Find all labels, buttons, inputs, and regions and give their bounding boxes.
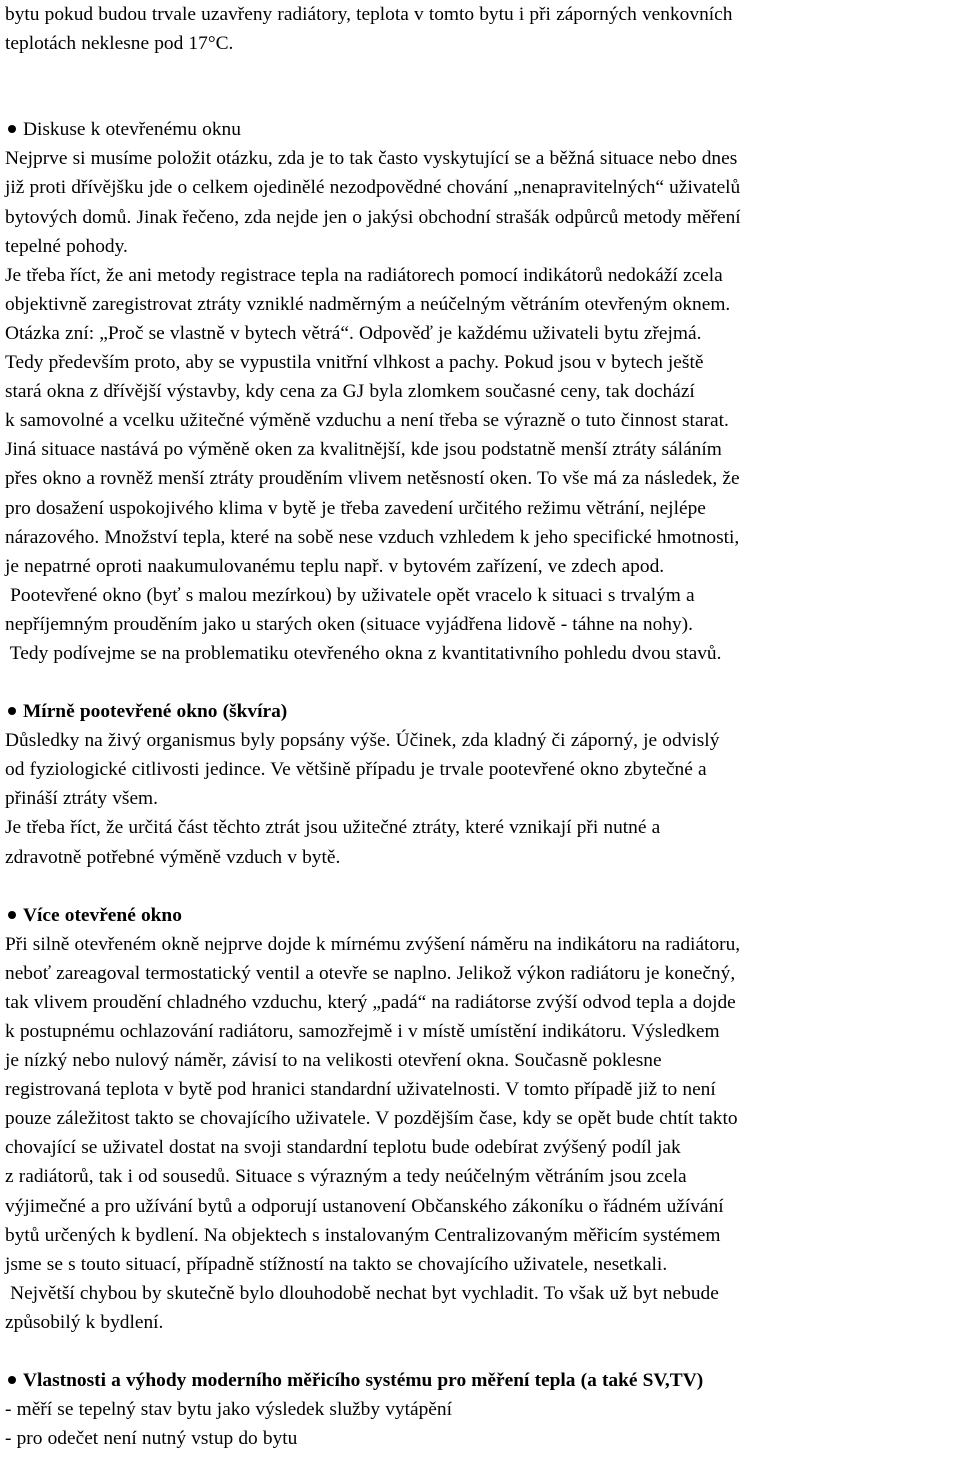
text-line: Tedy podívejme se na problematiku otevřeného okna z kvantitativního pohledu dvou stavů. [5,642,722,664]
text-line: pro dosažení uspokojivého klima v bytě je třeba zavedení určitého režimu větrání, nejlépe [5,497,706,519]
section-heading-text: Vlastnosti a výhody moderního měřicího systému pro měření tepla (a také SV,TV) [23,1370,704,1392]
text-line: nepříjemným prouděním jako u starých oken (situace vyjádřena lidově - táhne na nohy). [5,613,693,635]
section-body [5,726,954,871]
text-line: od fyziologické citlivosti jedince. Ve většině případu je trvale pootevřené okno zbytečné a [5,759,707,781]
section-open-window-discussion [5,115,954,668]
text-line: Tedy především proto, aby se vypustila vnitřní vlhkost a pachy. Pokud jsou v bytech ještě [5,352,704,374]
bullet-icon [8,1376,16,1384]
text-line: Otázka zní: „Proč se vlastně v bytech větrá“. Odpověď je každému uživateli bytu zřejmá. [5,322,702,344]
text-line: bytů určených k bydlení. Na objektech s instalovaným Centralizovaným měřicím systémem [5,1224,721,1246]
text-line: bytu pokud budou trvale uzavřeny radiátory, teplota v tomto bytu i při záporných venkovních [5,4,733,25]
text-line: přes okno a rovněž menší ztráty prouděním vlivem netěsností oken. To vše má za následek, že [5,468,740,490]
section-heading [5,901,954,930]
section-body [5,930,954,1337]
text-line: jsme se s touto situací, případně stížností na takto se chovajícího uživatele, nesetkali. [5,1253,668,1275]
text-line: nárazového. Množství tepla, které na sobě nese vzduch vzhledem k jeho specifické hmotnosti, [5,526,740,548]
text-line: tepelné pohody. [5,235,128,257]
text-line: Důsledky na živý organismus byly popsány výše. Účinek, zda kladný či záporný, je odvislý [5,730,720,752]
text-line: k samovolné a vcelku užitečné výměně vzduchu a není třeba se výrazně o tuto činnost starat. [5,410,729,432]
text-line: z radiátorů, tak i od sousedů. Situace s výrazným a tedy neúčelným větráním jsou zcela [5,1166,687,1188]
section-body [5,144,954,668]
list-item: - pro odečet není nutný vstup do bytu [5,1428,298,1450]
section-heading [5,115,954,144]
text-line: chovající se uživatel dostat na svoji standardní teplotu bude odebírat zvýšený podíl jak [5,1137,681,1159]
text-line: stará okna z dřívější výstavby, kdy cena za GJ byla zlomkem současné ceny, tak dochází [5,381,695,403]
bullet-icon [8,125,16,133]
section-system-advantages [5,1366,954,1453]
bullet-icon [8,911,16,919]
list-item: - měří se tepelný stav bytu jako výsledek služby vytápění [5,1399,452,1421]
text-line: bytových domů. Jinak řečeno, zda nejde jen o jakýsi obchodní strašák odpůrců metody měření [5,206,741,228]
text-line: teplotách neklesne pod 17°C. [5,33,234,55]
section-more-open-window [5,901,954,1337]
text-line: přináší ztráty všem. [5,788,158,810]
text-line: k postupnému ochlazování radiátoru, samozřejmě i v místě umístění indikátoru. Výsledkem [5,1021,720,1042]
text-line: Nejprve si musíme položit otázku, zda je to tak často vyskytující se a běžná situace nebo dnes [5,148,738,170]
section-heading [5,1366,954,1395]
text-line: neboť zareagoval termostatický ventil a otevře se naplno. Jelikož výkon radiátoru je konečný, [5,962,736,984]
bullet-icon [8,707,16,715]
section-heading-text: Diskuse k otevřenému oknu [23,119,241,141]
text-line: již proti dřívějšku jde o celkem ojedinělé nezodpovědné chování „nenapravitelných“ uživatelů [5,177,741,199]
section-slightly-open-window [5,697,954,872]
text-line: je nízký nebo nulový náměr, závisí to na velikosti otevření okna. Současně poklesne [5,1050,662,1072]
text-line: pouze záležitost takto se chovajícího uživatele. V pozdějším čase, kdy se opět bude chtít takto [5,1108,738,1130]
text-line: výjimečné a pro užívání bytů a odporují ustanovení Občanského zákoníku o řádném užívání [5,1195,724,1217]
spacer [5,58,954,87]
text-line: Při silně otevřeném okně nejprve dojde k mírnému zvýšení náměru na indikátoru na radiátoru, [5,933,741,955]
section-body [5,1395,954,1453]
text-line: registrovaná teplota v bytě pod hranici standardní uživatelnosti. V tomto případě již to není [5,1079,716,1101]
text-line: tak vlivem proudění chladného vzduchu, který „padá“ na radiátorse zvýší odvod tepla a dojde [5,991,736,1013]
text-line: Pootevřené okno (byť s malou mezírkou) by uživatele opět vracelo k situaci s trvalým a [5,584,695,606]
section-heading [5,697,954,726]
text-line: zdravotně potřebné výměně vzduch v bytě. [5,846,341,868]
section-heading-text: Mírně pootevřené okno (škvíra) [23,701,288,723]
text-line: Největší chybou by skutečně bylo dlouhodobě nechat byt vychladit. To však už byt nebude [5,1282,719,1304]
text-line: objektivně zaregistrovat ztráty vzniklé nadměrným a neúčelným větráním otevřeným oknem. [5,293,731,315]
text-line: způsobilý k bydlení. [5,1311,164,1333]
text-line: Je třeba říct, že ani metody registrace tepla na radiátorech pomocí indikátorů nedokáží zcela [5,264,723,286]
intro-paragraph [5,0,954,58]
text-line: je nepatrné oproti naakumulovanému teplu např. v bytovém zařízení, ve zdech apod. [5,555,665,577]
section-heading-text: Více otevřené okno [23,904,182,926]
text-line: Jiná situace nastává po výměně oken za kvalitnější, kde jsou podstatně menší ztráty sáláním [5,439,722,461]
text-line: Je třeba říct, že určitá část těchto ztrát jsou užitečné ztráty, které vznikají při nutné a [5,817,661,839]
